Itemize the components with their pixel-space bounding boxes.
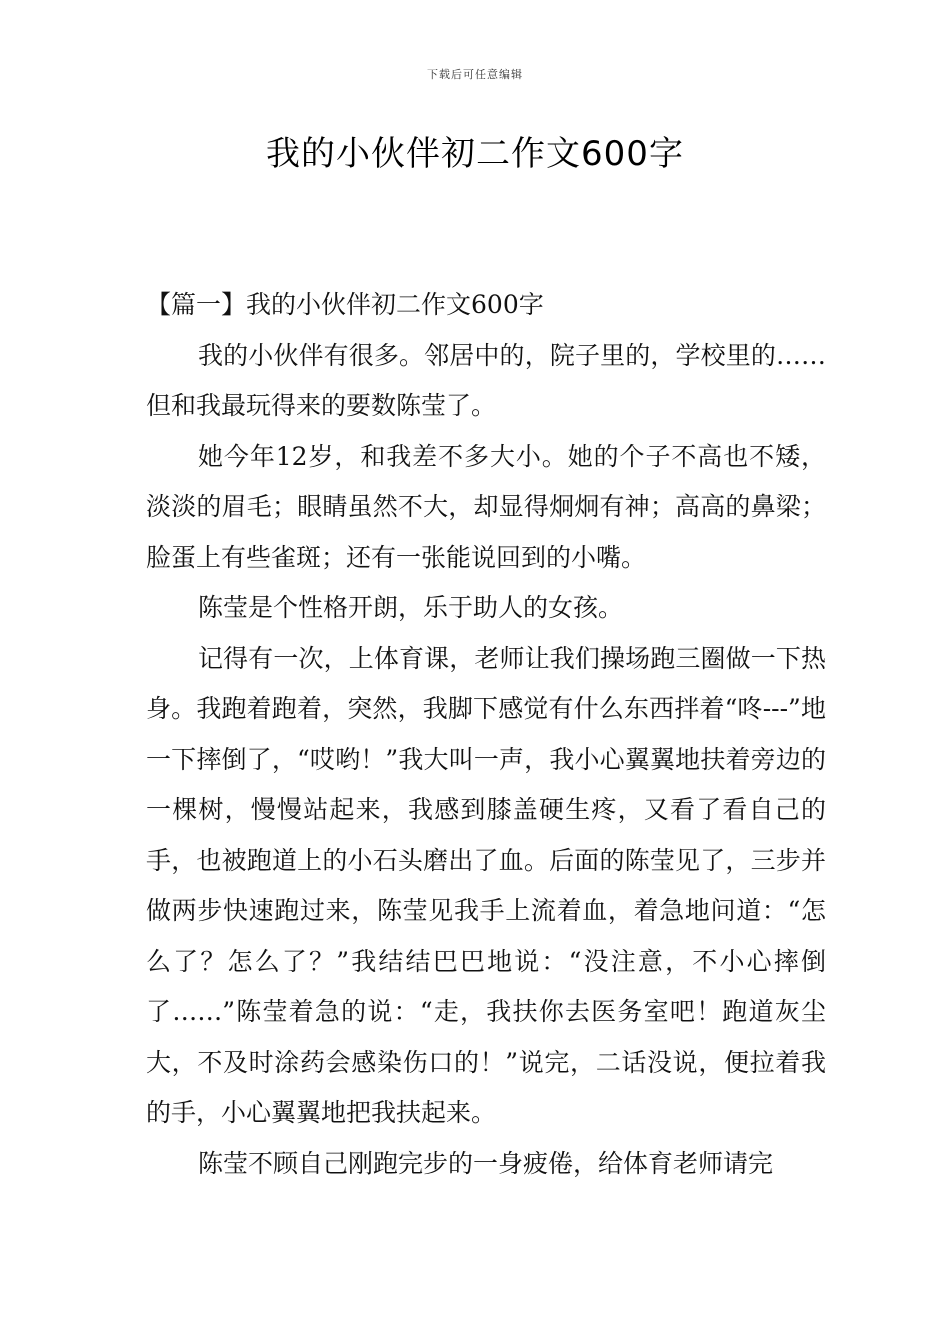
section-heading: 【篇一】我的小伙伴初二作文600字 [146,290,544,319]
paragraph-5: 陈莹不顾自己刚跑完步的一身疲倦，给体育老师请完 [198,1148,774,1178]
document-title: 我的小伙伴初二作文600字 [266,134,684,174]
document-body [146,280,826,1189]
header-note: 下载后可任意编辑 [427,68,523,81]
paragraph-1: 我的小伙伴有很多。邻居中的，院子里的，学校里的……但和我最玩得来的要数陈莹了。 [146,340,826,420]
paragraph-4: 记得有一次，上体育课，老师让我们操场跑三圈做一下热身。我跑着跑着，突然，我脚下感觉有什么东西拌着“咚---”地一下摔倒了，“哎哟！”我大叫一声，我小心翼翼地扶着旁边的一棵树，慢慢站起来，我感到膝盖硬生疼，又看了看自己的手，也被跑道上的小石头磨出了血。后面的陈莹见了，三步并做两步快速跑过来，陈莹见我手上流着血，着急地问道：“怎么了？怎么了？”我结结巴巴地说：“没注意，不小心摔倒了……”陈莹着急的说：“走，我扶你去医务室吧！跑道灰尘大，不及时涂药会感染伤口的！”说完，二话没说，便拉着我的手，小心翼翼地把我扶起来。 [146,643,826,1127]
paragraph-2: 她今年12岁，和我差不多大小。她的个子不高也不矮，淡淡的眉毛；眼睛虽然不大，却显得炯炯有神；高高的鼻梁；脸蛋上有些雀斑；还有一张能说回到的小嘴。 [146,441,826,572]
paragraph-3: 陈莹是个性格开朗，乐于助人的女孩。 [198,593,624,622]
